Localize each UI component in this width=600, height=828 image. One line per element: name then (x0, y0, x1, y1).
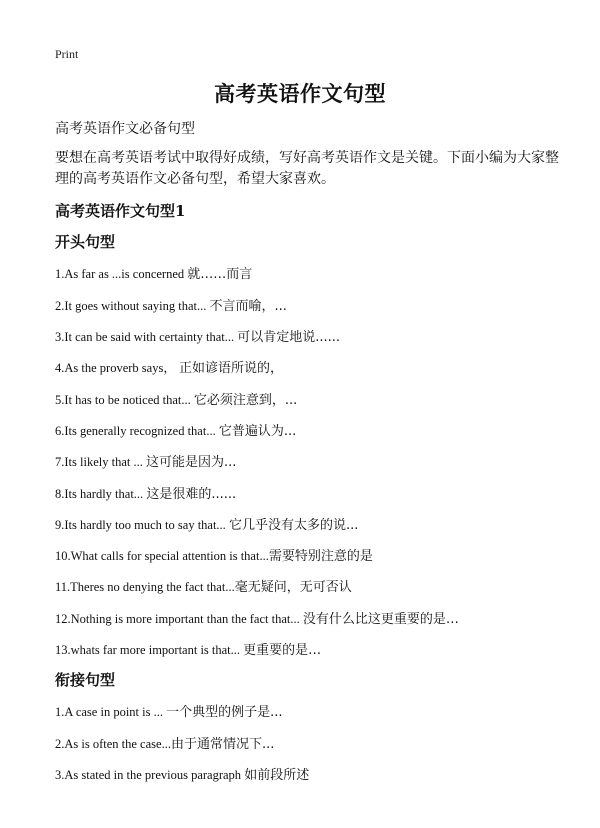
item-chinese: 更重要的是… (243, 643, 322, 658)
linking-item (55, 764, 575, 783)
item-english: 4.As the proverb says， (55, 361, 179, 375)
item-english: 1.A case in point is ... (55, 705, 167, 719)
opening-item (55, 545, 575, 564)
item-chinese: 它必须注意到，... (193, 393, 298, 408)
item-chinese: 没有什么比这更重要的是… (302, 612, 459, 627)
item-english: 8.Its hardly that... (55, 487, 147, 501)
item-chinese: 需要特别注意的是 (268, 549, 373, 564)
item-chinese: 可以肯定地说...... (237, 330, 341, 345)
item-english: 12.Nothing is more important than the fact that... (55, 612, 303, 626)
item-chinese: 不言而喻，... (209, 299, 287, 314)
item-chinese: 毫无疑问，无可否认 (234, 580, 352, 595)
item-english: 5.It has to be noticed that... (55, 393, 194, 407)
opening-item (55, 357, 575, 376)
opening-item (55, 389, 575, 408)
opening-item (55, 326, 575, 345)
opening-item (55, 608, 575, 627)
item-english: 1.As far as ...is concerned (55, 267, 188, 281)
item-chinese: 如前段所述 (244, 768, 310, 783)
section-heading: 高考英语作文句型1 (55, 202, 186, 220)
opening-item (55, 514, 575, 533)
item-chinese: 它普遍认为... (218, 424, 297, 439)
opening-item (55, 420, 575, 439)
opening-item (55, 295, 575, 314)
item-english: 10.What calls for special attention is that... (55, 549, 269, 563)
opening-item (55, 483, 575, 502)
opening-item (55, 576, 575, 595)
item-english: 9.Its hardly too much to say that... (55, 518, 229, 532)
item-chinese: 它几乎没有太多的说... (228, 518, 359, 533)
print-link[interactable]: Print (55, 47, 79, 61)
item-english: 2.As is often the case... (55, 737, 171, 751)
opening-item (55, 639, 575, 658)
item-chinese: 一个典型的例子是... (166, 705, 283, 720)
item-english: 7.Its likely that ... (55, 455, 146, 469)
item-chinese: 这是很难的...... (146, 487, 237, 502)
item-english: 3.It can be said with certainty that... (55, 330, 238, 344)
item-english: 2.It goes without saying that... (55, 299, 210, 313)
page-title: 高考英语作文句型 (214, 81, 386, 106)
item-chinese: 正如谚语所说的， (178, 361, 283, 376)
opening-item (55, 451, 575, 470)
opening-item (55, 263, 575, 282)
linking-item (55, 733, 575, 752)
item-chinese: 就……而言 (187, 267, 253, 282)
item-english: 6.Its generally recognized that... (55, 424, 219, 438)
item-english: 11.Theres no denying the fact that... (55, 580, 235, 594)
item-english: 13.whats far more important is that... (55, 643, 244, 657)
linking-item (55, 701, 575, 720)
item-english: 3.As stated in the previous paragraph (55, 768, 245, 782)
intro-paragraph: 要想在高考英语考试中取得好成绩，写好高考英语作文是关键。下面小编为大家整理的高考英语作文必备句型，希望大家喜欢。 (55, 150, 559, 187)
opening-heading: 开头句型 (55, 233, 116, 251)
linking-heading: 衔接句型 (55, 671, 116, 689)
page-subtitle: 高考英语作文必备句型 (55, 121, 195, 137)
item-chinese: 这可能是因为... (145, 455, 237, 470)
item-chinese: 由于通常情况下... (170, 737, 275, 752)
